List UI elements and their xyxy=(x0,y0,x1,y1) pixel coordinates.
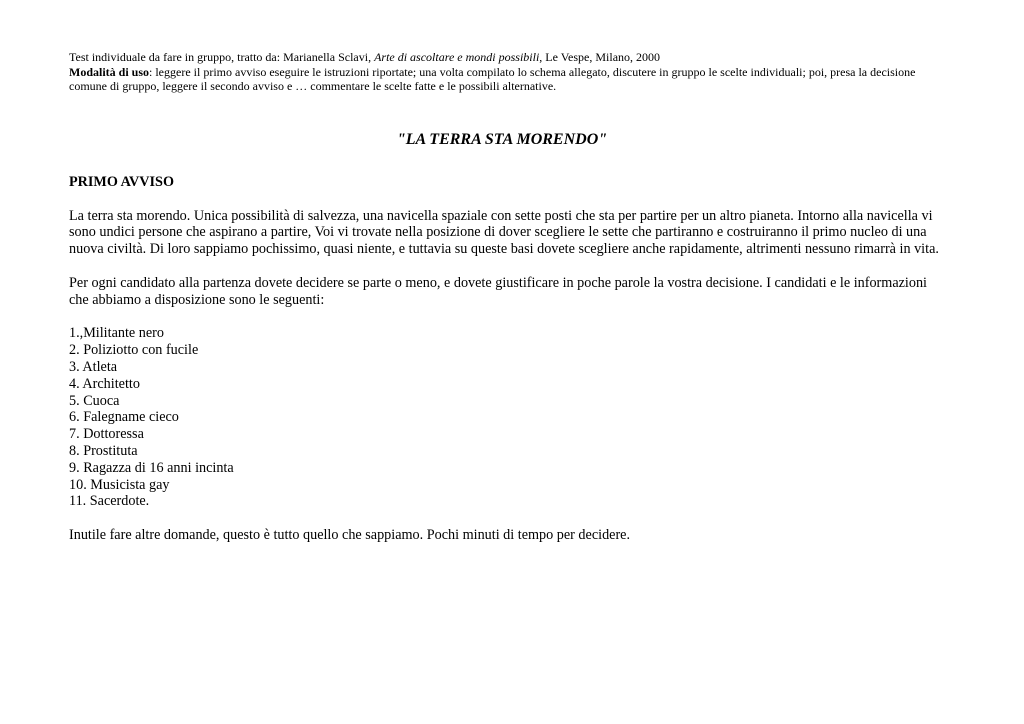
list-item: 7. Dottoressa xyxy=(69,426,144,443)
source-suffix: , Le Vespe, Milano, 2000 xyxy=(539,50,661,64)
usage-text: : leggere il primo avviso eseguire le istruzioni riportate; una volta compilato lo schema allegato, discutere in gruppo le scelte individuali; poi, presa la decisione comune di gruppo, leggere il secondo avviso e … commentare le scelte fatte e le possibili alternative. xyxy=(69,64,916,93)
paragraph-instructions: Per ogni candidato alla partenza dovete decidere se parte o meno, e dovete giustificare in poche parole la vostra decisione. I candidati e le informazioni che abbiamo a disposizione sono le seguenti: xyxy=(69,274,927,308)
usage-line xyxy=(69,65,949,94)
book-title: Arte di ascoltare e mondi possibili xyxy=(374,50,540,64)
list-item: 9. Ragazza di 16 anni incinta xyxy=(69,459,234,476)
source-prefix: Test individuale da fare in gruppo, tratto da: Marianella Sclavi, xyxy=(69,50,375,64)
list-item: 4. Architetto xyxy=(69,375,140,392)
source-line xyxy=(69,50,949,65)
paragraph-scenario: La terra sta morendo. Unica possibilità di salvezza, una navicella spaziale con sette posti che sta per partire per un altro pianeta. Intorno alla navicella vi sono undici persone che aspirano a partire, Voi vi trovate nella posizione di dover scegliere le sette che partiranno e costruiranno il primo nucleo di una nuova civiltà. Di loro sappiamo pochissimo, quasi niente, e tuttavia su queste basi dovete scegliere anche rapidamente, altrimenti nessuno rimarrà in vita. xyxy=(69,207,939,258)
intro-block xyxy=(69,50,949,94)
list-item: 10. Musicista gay xyxy=(69,476,170,493)
document-title: "LA TERRA STA MORENDO" xyxy=(396,130,608,148)
section-heading: PRIMO AVVISO xyxy=(69,173,174,190)
usage-label: Modalità di uso xyxy=(69,64,150,79)
list-item: 8. Prostituta xyxy=(69,443,138,460)
candidate-list xyxy=(69,325,949,510)
list-item: 6. Falegname cieco xyxy=(69,409,179,426)
document-page xyxy=(69,50,949,544)
list-item: 11. Sacerdote. xyxy=(69,493,150,510)
list-item: 2. Poliziotto con fucile xyxy=(69,342,199,359)
list-item: 3. Atleta xyxy=(69,359,118,376)
list-item: 1.,Militante nero xyxy=(69,325,164,342)
paragraph-closing: Inutile fare altre domande, questo è tutto quello che sappiamo. Pochi minuti di tempo per decidere. xyxy=(69,527,631,544)
list-item: 5. Cuoca xyxy=(69,392,120,409)
